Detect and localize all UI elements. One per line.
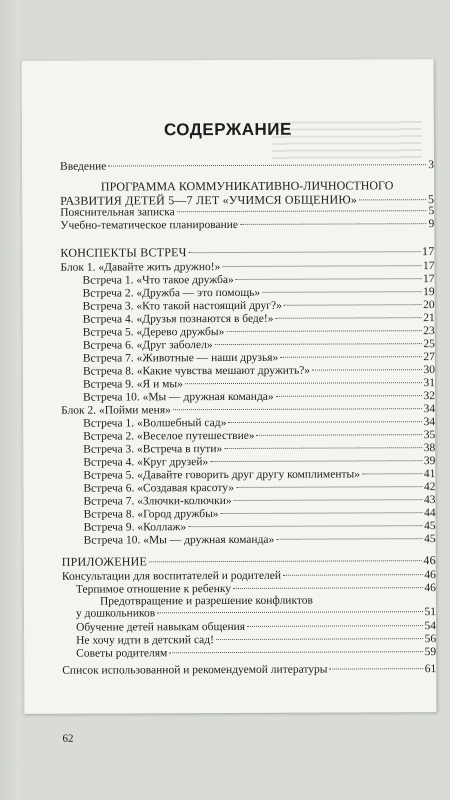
toc-heading-line: ПРОГРАММА КОММУНИКАТИВНО-ЛИЧНОСТНОГО	[100, 178, 394, 194]
toc-entry-page: 39	[423, 455, 436, 468]
toc-entry	[61, 481, 435, 495]
toc-entry-label: Пояснительная записка	[60, 206, 175, 219]
toc-entry-label: Не хочу идти в детский сад!	[76, 634, 214, 647]
background	[0, 0, 20, 800]
toc-leader-dots	[215, 343, 422, 345]
toc-leader-dots	[247, 625, 422, 627]
toc-entry-page: 45	[424, 533, 436, 546]
toc-entry-label: Встреча 5. «Давайте говорить друг другу комплименты»	[83, 468, 360, 482]
toc-entry	[61, 364, 435, 378]
toc-entry	[62, 582, 436, 596]
toc-entry-page: 34	[423, 403, 436, 416]
toc-heading-line: Предотвращение и разрешение конфликтов	[99, 594, 313, 608]
toc-leader-dots	[221, 512, 423, 514]
toc-leader-dots	[276, 538, 422, 540]
toc-entry	[60, 205, 434, 219]
toc-entry-page: 17	[422, 260, 435, 273]
toc-leader-dots	[276, 395, 422, 397]
toc-leader-dots	[236, 278, 421, 280]
toc-entry	[62, 520, 436, 534]
toc-entry	[62, 533, 436, 547]
toc-entry-label: Встреча 4. «Друзья познаются в беде!»	[82, 312, 274, 326]
toc-entry-label: Консультации для воспитателей и родителей	[61, 569, 282, 583]
toc-entry-label: Список использованной и рекомендуемой литературы	[62, 663, 328, 677]
toc-leader-dots	[262, 291, 421, 293]
toc-entry-page: 41	[423, 468, 436, 481]
toc-entry-label: КОНСПЕКТЫ ВСТРЕЧ	[60, 245, 187, 260]
toc-entry-label: Обучение детей навыкам общения	[76, 620, 246, 634]
toc-entry-label: Встреча 10. «Мы — дружная команда»	[83, 390, 274, 404]
toc-entry-label: Встреча 6. «Создавая красоту»	[83, 481, 235, 495]
toc-entry-page: 32	[423, 390, 436, 403]
toc-entry	[62, 507, 436, 521]
toc-entry-page: 56	[424, 633, 437, 646]
toc-leader-dots	[234, 499, 422, 501]
toc-entry-label: РАЗВИТИЯ ДЕТЕЙ 5—7 ЛЕТ «УЧИМСЯ ОБЩЕНИЮ»	[60, 192, 358, 208]
toc-entry-page: 44	[424, 507, 436, 520]
toc-leader-dots	[189, 251, 420, 253]
toc-leader-dots	[169, 651, 422, 653]
toc-entry-label: Встреча 8. «Какие чувства мешают дружить?»	[82, 364, 311, 378]
toc-entry-page: 42	[423, 481, 436, 494]
toc-entry	[61, 351, 435, 365]
toc-entry-page: 17	[423, 273, 435, 286]
toc-entry-label: Встреча 2. «Дружба — это помощь»	[82, 286, 261, 300]
toc-entry	[61, 442, 435, 456]
toc-entry	[61, 273, 435, 287]
book-page	[21, 59, 437, 745]
toc-entry	[62, 663, 436, 677]
toc-entry	[62, 633, 436, 647]
toc-entry-page: 25	[423, 338, 435, 351]
toc-entry-label: Встреча 6. «Друг заболел»	[82, 339, 213, 352]
toc-leader-dots	[257, 434, 422, 436]
toc-entry	[61, 494, 435, 508]
toc-entry-page: 34	[423, 416, 436, 429]
toc-leader-dots	[222, 265, 421, 267]
toc-entry-page: 61	[424, 663, 437, 676]
toc-entry	[60, 218, 434, 232]
toc-entry	[60, 260, 434, 274]
toc-entry-page: 23	[423, 325, 435, 338]
toc-entry-label: Блок 1. «Давайте жить дружно!»	[60, 261, 221, 274]
toc-entry-label: Введение	[60, 160, 107, 173]
toc-entry-page: 9	[428, 218, 435, 231]
toc-leader-dots	[329, 668, 422, 669]
toc-entry	[61, 390, 435, 404]
toc-entry	[61, 468, 435, 482]
toc-entry	[62, 620, 436, 634]
toc-entry-label: Встреча 1. «Что такое дружба»	[82, 273, 234, 287]
toc-entry-page: 46	[424, 582, 436, 595]
toc-entry-label: Встреча 5. «Дерево дружбы»	[82, 326, 225, 339]
toc-entry	[61, 377, 435, 391]
toc-entry-page: 59	[424, 646, 437, 659]
toc-entry-page: 35	[423, 429, 436, 442]
toc-entry-label: Встреча 9. «Коллаж»	[83, 521, 187, 534]
toc-entry-label: ПРИЛОЖЕНИЕ	[61, 554, 148, 569]
toc-leader-dots	[157, 611, 422, 613]
toc-entry-label: Блок 2. «Пойми меня»	[61, 404, 171, 417]
toc-entry-page: 54	[424, 620, 437, 633]
toc-entry-label: Встреча 2. «Веселое путешествие»	[83, 429, 255, 443]
toc-leader-dots	[173, 408, 422, 410]
toc-entry	[61, 286, 435, 300]
toc-leader-dots	[362, 473, 422, 474]
page-title: СОДЕРЖАНИЕ	[163, 119, 292, 140]
toc-entry-page: 46	[424, 569, 436, 582]
toc-entry-label: Встреча 8. «Город дружбы»	[83, 508, 219, 521]
toc-leader-dots	[228, 421, 421, 423]
toc-leader-dots	[240, 223, 427, 225]
toc-entry-label: Встреча 1. «Волшебный сад»	[83, 417, 227, 430]
toc-entry-page: 38	[423, 442, 436, 455]
toc-entry-page: 27	[423, 351, 435, 364]
toc-entry-label: Встреча 3. «Кто такой настоящий друг?»	[82, 299, 282, 313]
page-number: 62	[62, 732, 74, 745]
toc-entry-page: 43	[423, 494, 436, 507]
toc-entry-page: 3	[428, 159, 435, 172]
toc-leader-dots	[210, 460, 422, 462]
toc-entry	[61, 455, 435, 469]
toc-entry-label: Встреча 9. «Я и мы»	[82, 378, 183, 391]
toc-leader-dots	[236, 486, 422, 488]
toc-leader-dots	[108, 164, 426, 166]
toc-leader-dots	[284, 304, 421, 306]
toc-entry-page: 19	[423, 286, 435, 299]
toc-entry	[61, 312, 435, 326]
toc-entry-label: Встреча 10. «Мы — дружная команда»	[83, 533, 275, 547]
toc-entry-page: 46	[423, 553, 436, 568]
toc-leader-dots	[149, 560, 421, 562]
toc-entry-page: 31	[423, 377, 436, 390]
toc-entry-label: у дошкольников	[75, 607, 156, 620]
toc-leader-dots	[280, 356, 421, 358]
toc-entry-label: Встреча 7. «Животные — наши друзья»	[82, 351, 279, 365]
toc-leader-dots	[224, 447, 422, 449]
toc-leader-dots	[312, 369, 421, 370]
toc-entry-label: Встреча 3. «Встреча в пути»	[83, 443, 223, 456]
toc-entry	[62, 553, 436, 570]
toc-entry	[61, 338, 435, 352]
toc-entry-page: 17	[421, 244, 435, 259]
toc-leader-dots	[359, 199, 426, 200]
toc-entry-label: Советы родителям	[76, 647, 168, 660]
toc-entry	[60, 244, 434, 261]
toc-leader-dots	[185, 382, 422, 384]
toc-entry-page: 30	[423, 364, 435, 377]
toc-entry-label: Встреча 4. «Круг друзей»	[83, 456, 209, 469]
toc-leader-dots	[283, 574, 422, 576]
toc-leader-dots	[275, 317, 421, 319]
toc-entry-page: 21	[423, 312, 435, 325]
toc-entry-label: Встреча 7. «Злючки-колючки»	[83, 494, 232, 508]
toc-entry	[62, 569, 436, 583]
toc-entry-page: 51	[424, 606, 437, 619]
toc-entry-label: Терпимое отношение к ребенку	[75, 582, 232, 596]
toc-entry-label: Учебно-тематическое планирование	[60, 218, 239, 232]
toc-entry-page: 5	[428, 205, 435, 218]
toc-entry	[60, 159, 434, 173]
toc-entry	[61, 416, 435, 430]
toc-leader-dots	[216, 638, 423, 640]
toc-entry-page: 45	[424, 520, 436, 533]
toc-entry-page: 20	[423, 299, 435, 312]
toc-entry	[62, 606, 436, 620]
toc-leader-dots	[177, 210, 427, 212]
toc-entry	[62, 646, 436, 660]
toc-entry-page: 5	[427, 192, 435, 207]
toc-entry	[61, 403, 435, 417]
toc-entry	[61, 325, 435, 339]
toc-leader-dots	[233, 587, 422, 589]
toc-leader-dots	[188, 525, 422, 527]
toc-entry	[61, 429, 435, 443]
toc-entry	[61, 299, 435, 313]
toc-leader-dots	[226, 330, 421, 332]
